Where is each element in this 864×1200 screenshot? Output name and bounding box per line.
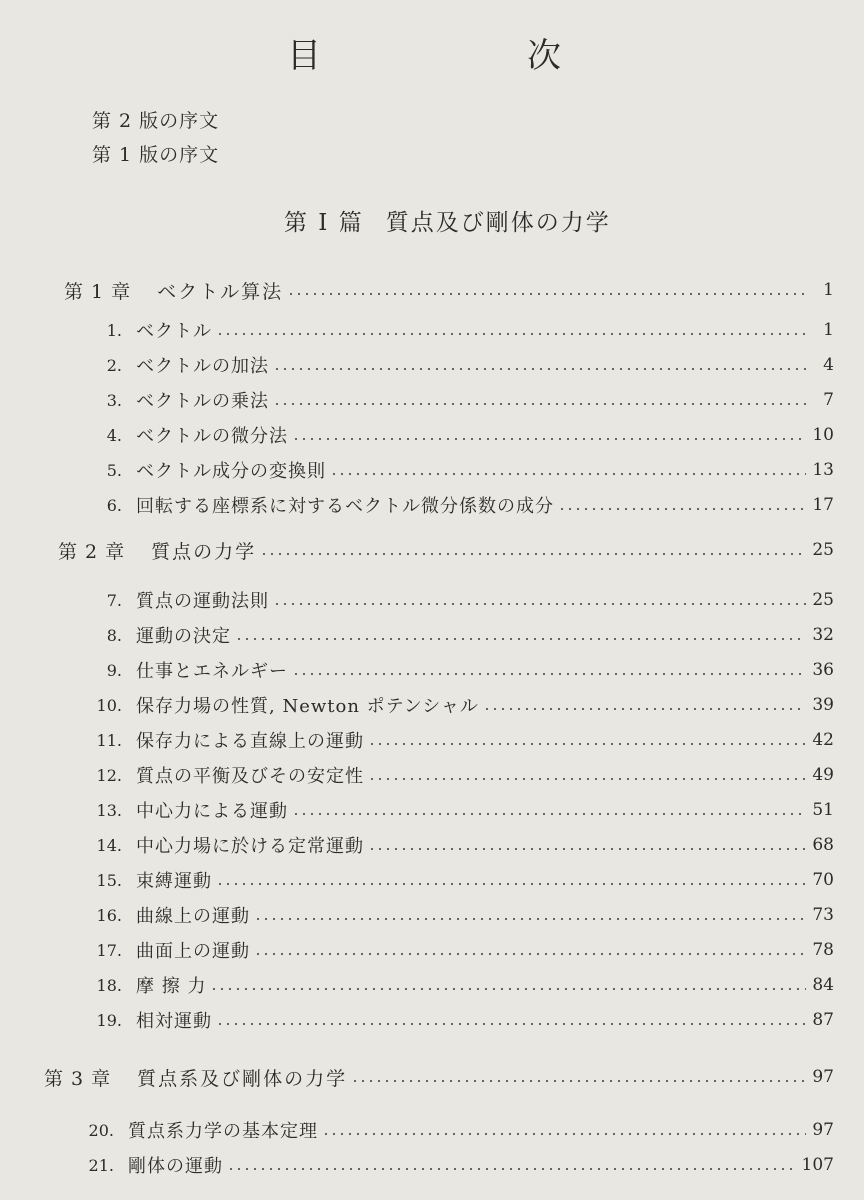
section-number: 10. — [96, 695, 122, 715]
section-title: 仕事とエネルギー — [136, 661, 288, 682]
section-row — [100, 315, 834, 345]
part-number: 第 I 篇 — [284, 210, 364, 236]
section-title: 中心力場に於ける定常運動 — [136, 836, 364, 857]
dot-leader — [273, 403, 806, 405]
section-title: 質点の運動法則 — [136, 591, 269, 612]
page-number: 73 — [812, 905, 834, 925]
page-title: 目 次 — [287, 36, 647, 76]
page-number: 1 — [823, 280, 834, 300]
section-row — [92, 690, 834, 720]
section-title: 束縛運動 — [136, 871, 212, 892]
dot-leader — [368, 743, 806, 745]
section-number: 19. — [96, 1010, 122, 1030]
section-row — [100, 385, 834, 415]
section-number: 16. — [96, 905, 122, 925]
section-number: 4. — [106, 425, 122, 445]
section-row — [92, 725, 834, 755]
page-number: 70 — [812, 870, 834, 890]
dot-leader — [483, 708, 806, 710]
section-number: 8. — [106, 625, 122, 645]
dot-leader — [227, 1168, 796, 1170]
part-title: 質点及び剛体の力学 — [385, 210, 611, 236]
page-number: 97 — [812, 1067, 834, 1087]
section-number: 9. — [106, 660, 122, 680]
section-title: 質点系力学の基本定理 — [128, 1121, 318, 1142]
section-number: 18. — [96, 975, 122, 995]
page-number: 42 — [812, 730, 834, 750]
dot-leader — [558, 508, 806, 510]
chapter-number: 第 1 章 — [64, 280, 132, 303]
section-title: ベクトル成分の変換則 — [136, 461, 326, 482]
preface-entry-2nd: 第 2 版の序文 — [92, 110, 220, 132]
dot-leader — [368, 848, 806, 850]
dot-leader — [368, 778, 806, 780]
chapter-title: 質点の力学 — [151, 540, 257, 563]
section-title: 曲面上の運動 — [136, 941, 250, 962]
page-number: 68 — [812, 835, 834, 855]
section-title: 保存力による直線上の運動 — [136, 731, 364, 752]
section-number: 1. — [106, 320, 122, 340]
section-title: 中心力による運動 — [136, 801, 288, 822]
dot-leader — [292, 813, 806, 815]
chapter-number: 第 3 章 — [44, 1067, 112, 1090]
dot-leader — [273, 368, 806, 370]
section-number: 3. — [106, 390, 122, 410]
section-row — [92, 585, 834, 615]
section-title: 相対運動 — [136, 1011, 212, 1032]
page-number: 13 — [812, 460, 834, 480]
section-row — [92, 760, 834, 790]
section-title: 回転する座標系に対するベクトル微分係数の成分 — [136, 496, 554, 517]
section-number: 21. — [88, 1155, 114, 1175]
page-number: 17 — [812, 495, 834, 515]
page-number: 87 — [812, 1010, 834, 1030]
preface-entry-1st: 第 1 版の序文 — [92, 144, 220, 166]
dot-leader — [292, 438, 806, 440]
section-title: 質点の平衡及びその安定性 — [136, 766, 364, 787]
page-number: 32 — [812, 625, 834, 645]
page-number: 36 — [812, 660, 834, 680]
dot-leader — [216, 883, 806, 885]
section-title: ベクトルの微分法 — [136, 426, 288, 447]
dot-leader — [330, 473, 806, 475]
page-number: 4 — [823, 355, 834, 375]
section-number: 2. — [106, 355, 122, 375]
section-title: ベクトル — [136, 321, 212, 342]
page-number: 78 — [812, 940, 834, 960]
section-row — [84, 1150, 834, 1180]
chapter-number: 第 2 章 — [58, 540, 126, 563]
section-row — [92, 935, 834, 965]
section-title: ベクトルの加法 — [136, 356, 269, 377]
page-number: 97 — [812, 1120, 834, 1140]
section-number: 14. — [96, 835, 122, 855]
section-number: 13. — [96, 800, 122, 820]
chapter-title: ベクトル算法 — [157, 280, 284, 303]
section-row — [92, 1005, 834, 1035]
page-number: 25 — [812, 540, 834, 560]
page-number: 84 — [812, 975, 834, 995]
section-row — [100, 455, 834, 485]
section-row — [92, 900, 834, 930]
page-number: 10 — [812, 425, 834, 445]
section-row — [100, 350, 834, 380]
section-title: 摩 擦 力 — [136, 976, 207, 997]
dot-leader — [254, 918, 806, 920]
page-number: 1 — [823, 320, 834, 340]
dot-leader — [216, 333, 806, 335]
page-number: 7 — [823, 390, 834, 410]
section-row — [92, 830, 834, 860]
page-number: 39 — [812, 695, 834, 715]
page-number: 107 — [801, 1155, 834, 1175]
section-title: 曲線上の運動 — [136, 906, 250, 927]
section-number: 20. — [88, 1120, 114, 1140]
dot-leader — [322, 1133, 806, 1135]
section-number: 5. — [106, 460, 122, 480]
dot-leader — [351, 1080, 806, 1082]
section-title: ベクトルの乗法 — [136, 391, 269, 412]
section-row — [84, 1115, 834, 1145]
section-number: 12. — [96, 765, 122, 785]
chapter-row — [44, 1062, 834, 1092]
dot-leader — [235, 638, 806, 640]
section-number: 7. — [106, 590, 122, 610]
dot-leader — [292, 673, 806, 675]
section-title: 剛体の運動 — [128, 1156, 223, 1177]
section-row — [92, 655, 834, 685]
dot-leader — [216, 1023, 806, 1025]
section-number: 15. — [96, 870, 122, 890]
section-title: 運動の決定 — [136, 626, 231, 647]
section-number: 17. — [96, 940, 122, 960]
section-row — [92, 620, 834, 650]
part-heading — [284, 204, 611, 237]
dot-leader — [287, 293, 806, 295]
dot-leader — [210, 988, 806, 990]
chapter-title: 質点系及び剛体の力学 — [137, 1067, 348, 1090]
section-row — [100, 420, 834, 450]
chapter-row — [58, 535, 834, 565]
section-row — [92, 865, 834, 895]
section-title: 保存力場の性質, Newton ポテンシャル — [136, 696, 479, 717]
dot-leader — [273, 603, 806, 605]
dot-leader — [254, 953, 806, 955]
page-number: 49 — [812, 765, 834, 785]
section-row — [100, 490, 834, 520]
section-row — [92, 970, 834, 1000]
section-number: 6. — [106, 495, 122, 515]
page-number: 51 — [812, 800, 834, 820]
section-row — [92, 795, 834, 825]
chapter-row — [64, 275, 834, 305]
section-number: 11. — [96, 730, 122, 750]
dot-leader — [260, 553, 806, 555]
page-number: 25 — [812, 590, 834, 610]
